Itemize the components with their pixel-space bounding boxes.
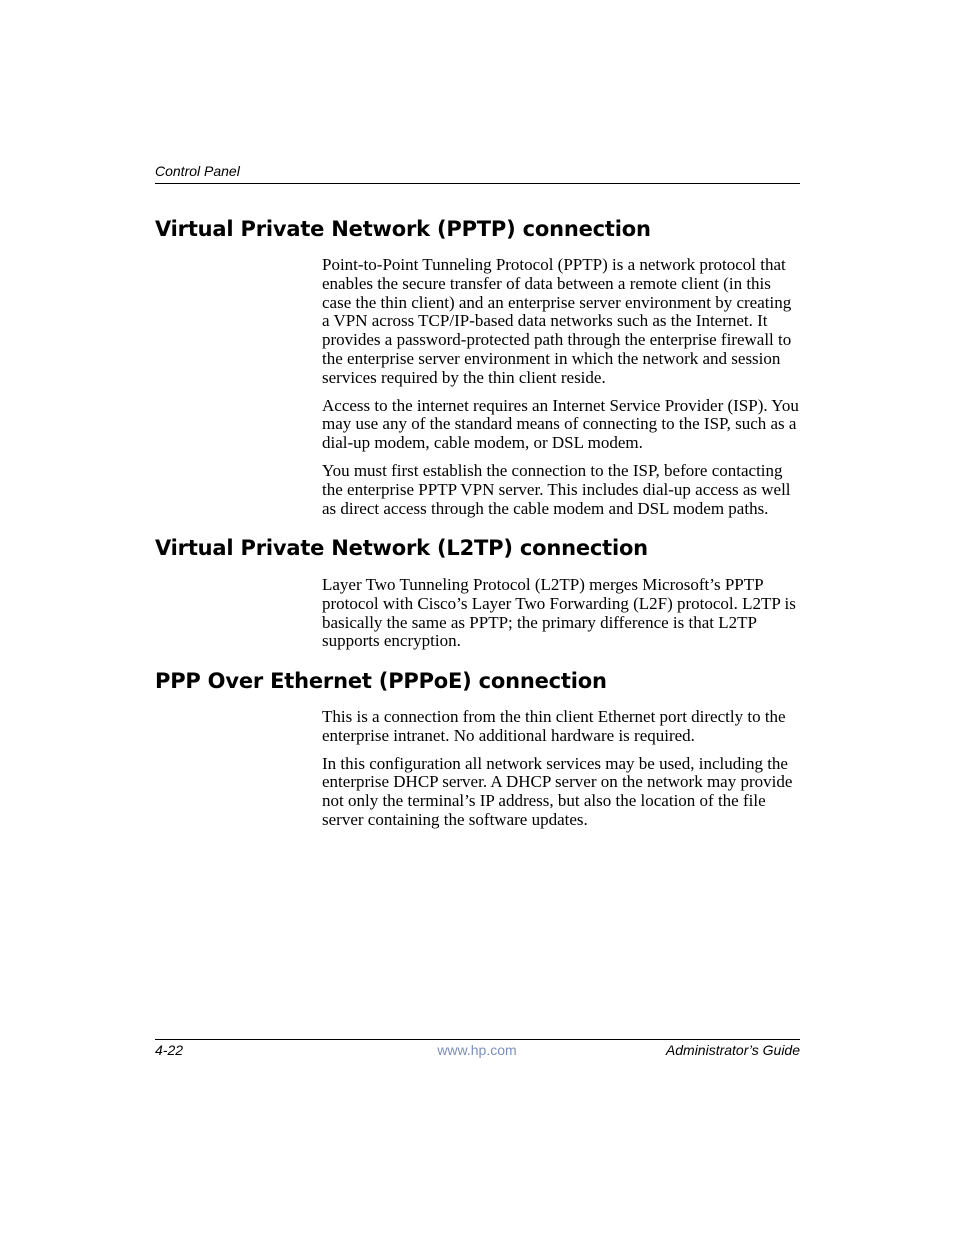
footer-rule [155, 1039, 800, 1040]
header-rule [155, 183, 800, 184]
section-body-pppoe [322, 708, 800, 839]
section-heading-pppoe: PPP Over Ethernet (PPPoE) connection [155, 669, 607, 693]
section-heading-pptp: Virtual Private Network (PPTP) connection [155, 217, 651, 241]
paragraph: In this configuration all network services may be used, including the enterprise DHCP server. A DHCP server on the network may provide not only the terminal’s IP address, but also the location of the file server containing the software updates. [322, 753, 793, 829]
section-body-l2tp [322, 576, 800, 660]
header-label: Control Panel [155, 163, 240, 179]
website-link[interactable]: www.hp.com [437, 1042, 517, 1058]
paragraph: You must first establish the connection to the ISP, before contacting the enterprise PPTP VPN server. This includes dial-up access as well as direct access through the cable modem and DSL modem paths. [322, 460, 791, 518]
paragraph: Point-to-Point Tunneling Protocol (PPTP) is a network protocol that enables the secure transfer of data between a remote client (in this case the thin client) and an enterprise server environment by creating a VPN across TCP/IP-based data networks such as the Internet. It provides a password-protected path through the enterprise firewall to the enterprise server environment in which the network and session services required by the thin client reside. [322, 255, 792, 387]
section-heading-l2tp: Virtual Private Network (L2TP) connection [155, 536, 648, 560]
guide-title: Administrator’s Guide [665, 1042, 800, 1058]
paragraph: Access to the internet requires an Internet Service Provider (ISP). You may use any of the standard means of connecting to the ISP, such as a dial-up modem, cable modem, or DSL modem. [322, 395, 799, 453]
paragraph: This is a connection from the thin client Ethernet port directly to the enterprise intranet. No additional hardware is required. [322, 707, 786, 745]
section-body-pptp [322, 256, 800, 527]
paragraph: Layer Two Tunneling Protocol (L2TP) merges Microsoft’s PPTP protocol with Cisco’s Layer Two Forwarding (L2F) protocol. L2TP is basically the same as PPTP; the primary difference is that L2TP supports encryption. [322, 575, 796, 651]
page-number: 4-22 [155, 1042, 184, 1058]
